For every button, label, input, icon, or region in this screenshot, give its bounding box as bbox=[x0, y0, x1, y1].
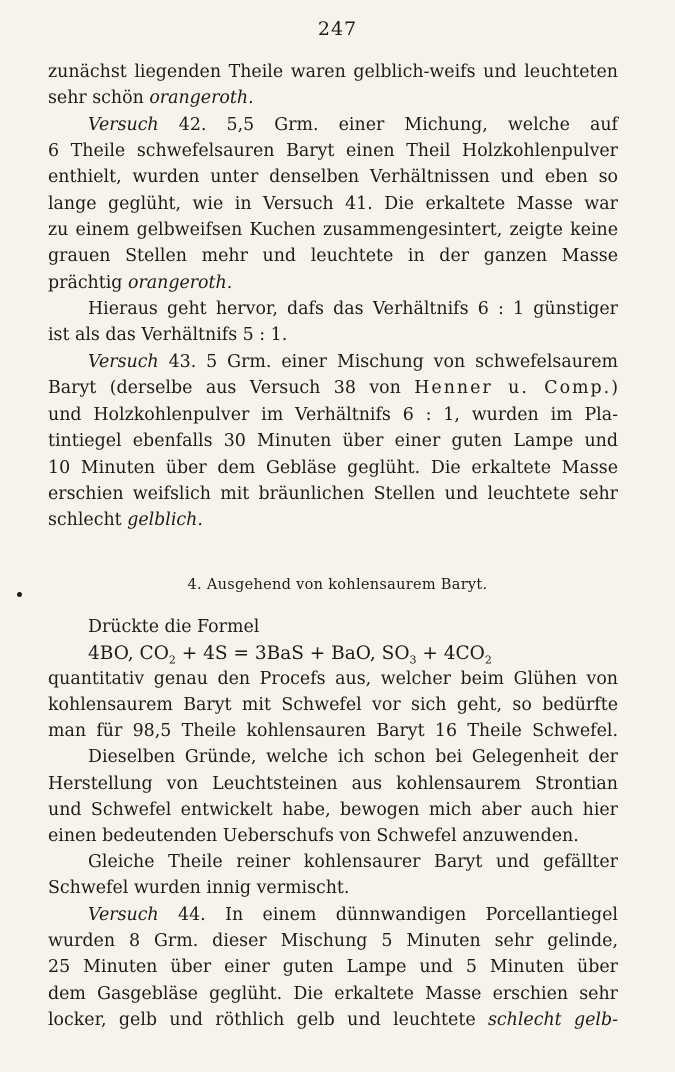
section-heading: 4. Ausgehend von kohlensaurem Baryt. bbox=[187, 577, 488, 593]
text-line: locker, gelb und röthlich gelb und leuchtete schlecht gelb- bbox=[48, 1010, 619, 1030]
paragraph-versuch-44: Versuch 44. In einem dünnwandigen Porcellantiegel bbox=[88, 905, 618, 925]
text-line: 25 Minuten über einer guten Lampe und 5 Minuten über bbox=[48, 957, 618, 977]
text-line: schlecht gelblich. bbox=[48, 510, 203, 530]
text-line: und Holzkohlenpulver im Verhältnifs 6 : 1, wurden im Pla- bbox=[48, 405, 618, 425]
text-line: 6 Theile schwefelsauren Baryt einen Theil Holzkohlenpulver bbox=[48, 141, 618, 161]
text-line: Baryt (derselbe aus Versuch 38 von Henner u. Comp.) bbox=[48, 378, 618, 398]
text-line: 10 Minuten über dem Gebläse geglüht. Die erkaltete Masse bbox=[48, 458, 618, 478]
text-line: quantitativ genau den Procefs aus, welcher beim Glühen von bbox=[48, 669, 618, 689]
chemical-formula: 4BO, $CO_2 + 4S = 3BaS$ + BaO, $SO_3 + 4CO_2$ bbox=[88, 643, 492, 667]
paragraph-versuch-42: Versuch 42. 5,5 Grm. einer Michung, welche auf bbox=[88, 115, 618, 135]
text-line: kohlensaurem Baryt mit Schwefel vor sich geht, so bedürfte bbox=[48, 695, 618, 715]
paragraph-versuch-43: Versuch 43. 5 Grm. einer Mischung von schwefelsaurem bbox=[88, 352, 618, 372]
text-line: Herstellung von Leuchtsteinen aus kohlensaurem Strontian bbox=[48, 774, 618, 794]
text-line: zu einem gelbweifsen Kuchen zusammengesintert, zeigte keine bbox=[48, 220, 618, 240]
formula-intro: Drückte die Formel bbox=[88, 617, 260, 637]
page-number: 247 bbox=[317, 18, 358, 40]
text-line: enthielt, wurden unter denselben Verhältnissen und eben so bbox=[48, 167, 618, 187]
text-line: man für 98,5 Theile kohlensauren Baryt 16 Theile Schwefel. bbox=[48, 721, 618, 741]
text-line: ist als das Verhältnifs 5 : 1. bbox=[48, 325, 288, 345]
text-line: tintiegel ebenfalls 30 Minuten über einer guten Lampe und bbox=[48, 431, 618, 451]
text-line: Schwefel wurden innig vermischt. bbox=[48, 878, 350, 898]
paragraph-mixture: Gleiche Theile reiner kohlensaurer Baryt und gefällter bbox=[88, 852, 618, 872]
text-line: zunächst liegenden Theile waren gelblich-weifs und leuchteten bbox=[48, 62, 618, 82]
text-line: einen bedeutenden Ueberschufs von Schwefel anzuwenden. bbox=[48, 826, 579, 846]
text-line: erschien weifslich mit bräunlichen Stellen und leuchtete sehr bbox=[48, 484, 618, 504]
text-line: lange geglüht, wie in Versuch 41. Die erkaltete Masse war bbox=[48, 194, 618, 214]
text-line: dem Gasgebläse geglüht. Die erkaltete Masse erschien sehr bbox=[48, 984, 618, 1004]
paragraph-conclusion: Hieraus geht hervor, dafs das Verhältnifs 6 : 1 günstiger bbox=[88, 299, 618, 319]
text-line: und Schwefel entwickelt habe, bewogen mich aber auch hier bbox=[48, 800, 618, 820]
paragraph-reasons: Dieselben Gründe, welche ich schon bei Gelegenheit der bbox=[88, 747, 618, 767]
text-line: prächtig orangeroth. bbox=[48, 273, 233, 293]
text-line: sehr schön orangeroth. bbox=[48, 88, 254, 108]
text-line: grauen Stellen mehr und leuchtete in der ganzen Masse bbox=[48, 246, 618, 266]
text-line: wurden 8 Grm. dieser Mischung 5 Minuten sehr gelinde, bbox=[48, 931, 618, 951]
